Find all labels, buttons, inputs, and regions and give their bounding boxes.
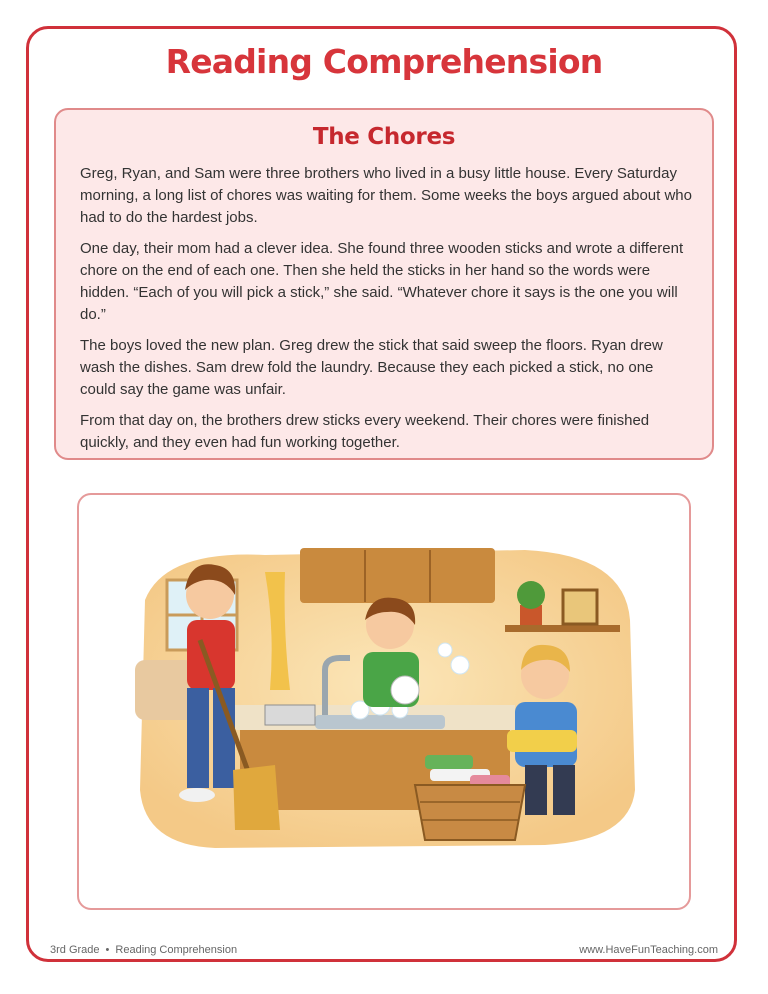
footer-grade-subject: [50, 944, 237, 956]
story-text: [80, 163, 692, 463]
footer-subject: Reading Comprehension: [115, 944, 238, 956]
wall-shelf: [505, 625, 620, 632]
chores-illustration: [125, 540, 645, 860]
sink: [315, 715, 445, 729]
page-title: Reading Comprehension: [165, 42, 603, 81]
story-paragraph: The boys loved the new plan. Greg drew the stick that said sweep the floors. Ryan drew wash the dishes. Sam drew fold the laundry. Because they each picked a stick, no one could say the game was unfair.: [80, 337, 663, 398]
story-title: The Chores: [312, 124, 456, 150]
upper-cabinets: [300, 548, 495, 603]
sofa: [135, 660, 195, 720]
footer-separator: •: [105, 944, 110, 956]
footer-website[interactable]: www.HaveFunTeaching.com: [579, 944, 718, 956]
story-paragraph: From that day on, the brothers drew sticks every weekend. Their chores were finished quickly, and they even had fun working together.: [80, 412, 650, 451]
dish-rack: [265, 705, 315, 725]
boy-washing-dishes: [363, 598, 419, 707]
story-paragraph: One day, their mom had a clever idea. She found three wooden sticks and wrote a different chore on the end of each one. Then she held the sticks in her hand so the words were hidden. “Each of you will pick a stick,” she said. “Whatever chore it says is the one you will do.”: [80, 240, 684, 323]
footer-grade: 3rd Grade: [50, 944, 100, 956]
picture-frame: [563, 590, 597, 624]
story-paragraph: Greg, Ryan, and Sam were three brothers who lived in a busy little house. Every Saturday morning, a long list of chores was waiting for them. Some weeks the boys argued about who had to do the hardest jobs.: [80, 165, 692, 226]
